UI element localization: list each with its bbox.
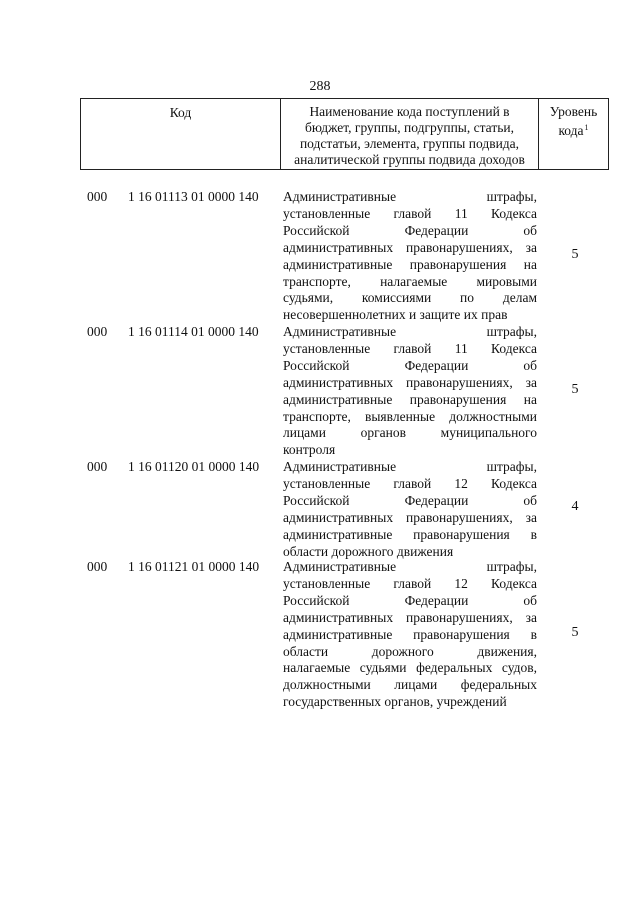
row-name-line: должностными лицами федеральных: [283, 677, 537, 693]
row-name-line: административных правонарушениях, за: [283, 239, 537, 255]
row-name-line: судьями, комиссиями по делам: [283, 290, 537, 306]
row-name-line: несовершеннолетних и защите их прав: [283, 307, 508, 323]
row-level: 4: [571, 499, 579, 514]
row-prefix: 000: [87, 189, 108, 204]
header-level-label: кода: [558, 123, 584, 138]
row-name: [283, 459, 537, 560]
row-name-line: Российской Федерации об: [283, 357, 537, 373]
table-header: [80, 98, 609, 170]
row-name-line: государственных органов, учреждений: [283, 694, 507, 710]
row-name: [283, 189, 537, 324]
row-name-line: транспорте, выявленные должностными: [283, 408, 537, 424]
row-name-line: Административные штрафы,: [283, 459, 537, 474]
row-name-line: Российской Федерации об: [283, 222, 537, 238]
row-level: 5: [571, 625, 579, 640]
header-name: [281, 99, 539, 169]
row-name-line: Административные штрафы,: [283, 189, 537, 204]
row-name-line: контроля: [283, 442, 336, 458]
row-level: 5: [571, 382, 579, 397]
row-name-line: установленные главой 11 Кодекса: [283, 340, 537, 356]
row-name-line: налагаемые судьями федеральных судов,: [283, 660, 537, 676]
row-name-line: административные правонарушения на: [283, 256, 537, 272]
row-name-line: установленные главой 12 Кодекса: [283, 475, 537, 491]
row-name-line: Российской Федерации об: [283, 492, 537, 508]
header-code: Код: [81, 99, 281, 169]
header-name-line: бюджет, группы, подгруппы, статьи,: [305, 120, 514, 135]
row-name-line: Российской Федерации об: [283, 592, 537, 608]
row-code: 1 16 01114 01 0000 140: [128, 324, 259, 339]
row-level: 5: [571, 247, 579, 262]
page-number: 288: [309, 79, 331, 94]
row-prefix: 000: [87, 324, 108, 339]
row-name: [283, 559, 537, 711]
header-name-line: Наименование кода поступлений в: [309, 104, 510, 119]
header-name-line: аналитической группы подвида доходов: [294, 152, 525, 167]
row-name-line: административных правонарушениях, за: [283, 609, 537, 625]
row-name-line: установленные главой 11 Кодекса: [283, 205, 537, 221]
row-code: 1 16 01120 01 0000 140: [128, 459, 260, 474]
header-name-line: подстатьи, элемента, группы подвида,: [299, 136, 520, 151]
header-level-line2: [539, 120, 608, 139]
row-code: 1 16 01121 01 0000 140: [128, 559, 260, 574]
row-name-line: Административные штрафы,: [283, 324, 537, 339]
row-name-line: Административные штрафы,: [283, 559, 537, 574]
row-name-line: административных правонарушениях, за: [283, 374, 537, 390]
row-name-line: административные правонарушения на: [283, 391, 537, 407]
row-name-line: области дорожного движения: [283, 543, 454, 559]
header-level: [539, 99, 608, 169]
row-prefix: 000: [87, 559, 108, 574]
row-name-line: области дорожного движения,: [283, 643, 537, 659]
row-code: 1 16 01113 01 0000 140: [128, 189, 259, 204]
row-name-line: лицами органов муниципального: [283, 425, 537, 441]
row-name-line: административные правонарушения в: [283, 526, 537, 542]
row-name-line: установленные главой 12 Кодекса: [283, 575, 537, 591]
row-name: [283, 324, 537, 459]
row-name-line: административные правонарушения в: [283, 626, 537, 642]
row-name-line: административных правонарушениях, за: [283, 509, 537, 525]
header-level-footnote: 1: [584, 123, 589, 132]
header-level-line1: Уровень: [549, 104, 598, 119]
row-prefix: 000: [87, 459, 108, 474]
row-name-line: транспорте, налагаемые мировыми: [283, 273, 537, 289]
